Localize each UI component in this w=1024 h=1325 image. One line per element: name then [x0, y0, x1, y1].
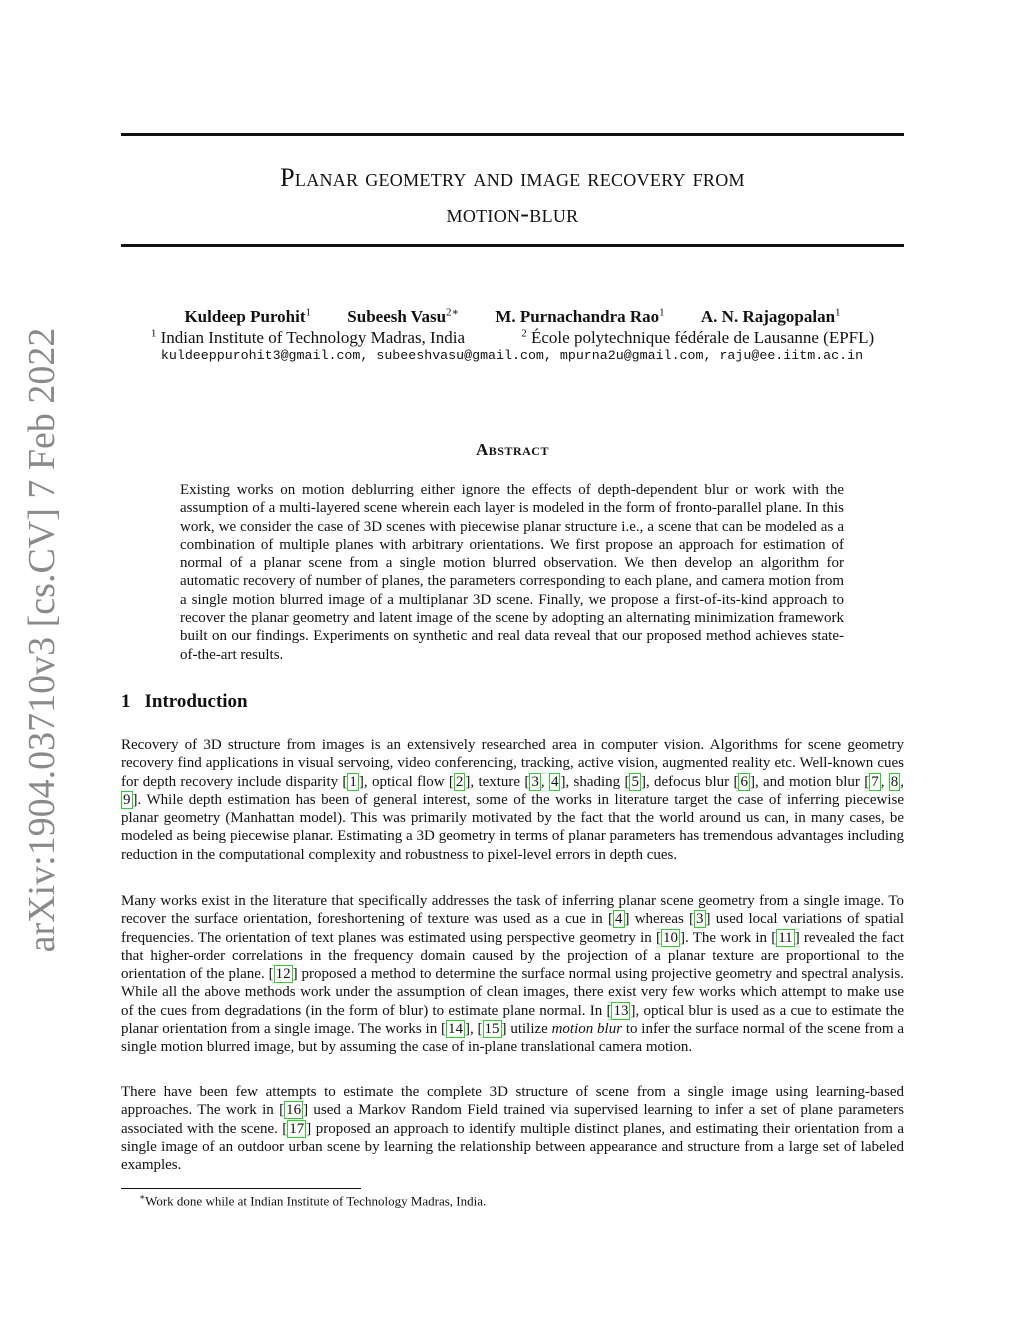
citation-link[interactable]: 11 — [778, 929, 793, 946]
citation-link[interactable]: 14 — [447, 1021, 463, 1038]
citation-link[interactable]: 4 — [550, 773, 559, 790]
section-number: 1 — [121, 691, 131, 712]
intro-paragraph-3: There have been few attempts to estimate the complete 3D structure of scene from a single image using learning-based approaches. The work in [ 16 ] used a Markov Random Field trained via supervised learning to infer a set of plane parameters associated with the scene. [ 17 ] proposed an approach to identify multiple distinct planes, and estimating their orientation from a single image of an outdoor urban scene by learning the relationship between appearance and structure from a large set of labeled examples. — [121, 1084, 904, 1174]
citation-link[interactable]: 12 — [275, 966, 291, 983]
citation-link[interactable]: 10 — [662, 929, 678, 946]
title-line-2: motion-blur — [446, 199, 579, 228]
citation-link[interactable]: 6 — [740, 773, 748, 790]
citation-link[interactable]: 3 — [531, 773, 539, 790]
intro-paragraph-2: Many works exist in the literature that specifically addresses the task of inferring planar scene geometry from a single image. To recover the surface orientation, foreshortening of texture was used as a cue in [ 4 ] whereas [ 3 ] used local variations of spatial frequencies. The orientation of text planes was estimated using perspective geometry in [ 10 ]. The work in [ 11 ] revealed the fact that higher-order correlations in the frequency domain caused by the projection of a planar texture are proportional to the orientation of the plane. [ 12 ] proposed a method to determine the surface normal using projective geometry and spectral analysis. While all the above methods work under the assumption of clean images, there exist very few works which attempt to make use of the cues from degradations (in the form of blur) to estimate plane normal. In [ 13 ], optical blur is used as a cue to estimate the planar orientation from a single image. The works in [ 14 ], [ 15 ] utilize motion blur to infer the surface normal of the scene from a single motion blurred image, but by assuming the case of in-plane translational camera motion. — [121, 893, 904, 1056]
abstract-text: Existing works on motion deblurring either ignore the effects of depth-dependent blur or work with the assumption of a multi-layered scene wherein each layer is modeled in the form of fronto-parallel plane. In this work, we consider the case of 3D scenes with piecewise planar structure i.e., a scene that can be modeled as a combination of multiple planes with arbitrary orientations. We first propose an approach for estimation of normal of a planar scene from a single motion blurred observation. We then develop an algorithm for automatic recovery of number of planes, the parameters corresponding to each plane, and camera motion from a single motion blurred image of a multiplanar 3D scene. Finally, we propose a first-of-its-kind approach to recover the planar geometry and latent image of the scene by adopting an alternating minimization framework built on our findings. Experiments on synthetic and real data reveal that our proposed method achieves state-of-the-art results. — [180, 482, 844, 663]
citation-link[interactable]: 2 — [455, 773, 464, 790]
emphasis-motion-blur: motion blur — [551, 1021, 623, 1038]
intro-paragraph-1: Recovery of 3D structure from images is an extensively researched area in computer vision. Algorithms for scene geometry recovery find applications in visual servoing, video conferencing, tracking, active vision, augmented reality etc. Well-known cues for depth recovery include disparity [ 1 ], optical flow [ 2 ], texture [ 3 , 4 ], shading [ 5 ], defocus blur [ 6 ], and motion blur [ 7 , 8 , 9 ]. While depth estimation has been of general interest, some of the works in literature target the case of inferring piecewise planar geometry (Manhattan model). This was primarily motivated by the fact that the world around us can, in many cases, be modeled as being piecewise planar. Estimating a 3D geometry in terms of planar parameters has tremendous advantages including reduction in the computational complexity and robustness to pixel-level errors in depth cues. — [121, 737, 905, 863]
title-rule-top — [121, 133, 904, 136]
section-title: Introduction — [144, 691, 248, 712]
citation-link[interactable]: 13 — [613, 1002, 629, 1019]
affiliation: $^1$ Indian Institute of Technology Madras, India — [150, 327, 465, 347]
abstract-heading: Abstract — [476, 440, 549, 459]
affiliation-list — [121, 327, 904, 348]
arxiv-identifier[interactable]: arXiv:1904.03710v3 [cs.CV] 7 Feb 2022 — [21, 327, 63, 953]
affiliation: $^2$ École polytechnique fédérale de Lausanne (EPFL) — [521, 327, 875, 347]
citation-link[interactable]: 7 — [871, 773, 879, 790]
author: A. N. Rajagopalan$^1$ — [700, 306, 841, 326]
citation-link[interactable]: 1 — [349, 773, 357, 790]
citation-link[interactable]: 15 — [484, 1021, 500, 1038]
citation-link[interactable]: 3 — [696, 911, 704, 928]
title-line-1: Planar geometry and image recovery from — [280, 163, 745, 192]
title-rule-bottom — [121, 244, 904, 247]
author-list — [121, 305, 904, 327]
citation-link[interactable]: 8 — [890, 773, 899, 790]
author: Kuldeep Purohit$^1$ — [184, 306, 312, 326]
citation-link[interactable]: 17 — [289, 1120, 305, 1137]
citation-link[interactable]: 9 — [123, 791, 131, 808]
author: M. Purnachandra Rao$^1$ — [495, 306, 665, 326]
paper-title — [121, 160, 904, 232]
citation-link[interactable]: 16 — [286, 1102, 302, 1119]
section-heading — [121, 691, 248, 713]
footnote: ∗Work done while at Indian Institute of Technology Madras, India. — [139, 1192, 487, 1209]
author: Subeesh Vasu$^{2∗}$ — [347, 306, 460, 326]
citation-link[interactable]: 5 — [631, 773, 639, 790]
citation-link[interactable]: 4 — [615, 911, 623, 928]
footnote-rule — [121, 1188, 361, 1189]
author-emails: kuldeeppurohit3@gmail.com, subeeshvasu@gmail.com, mpurna2u@gmail.com, raju@ee.iitm.ac.in — [160, 348, 864, 363]
